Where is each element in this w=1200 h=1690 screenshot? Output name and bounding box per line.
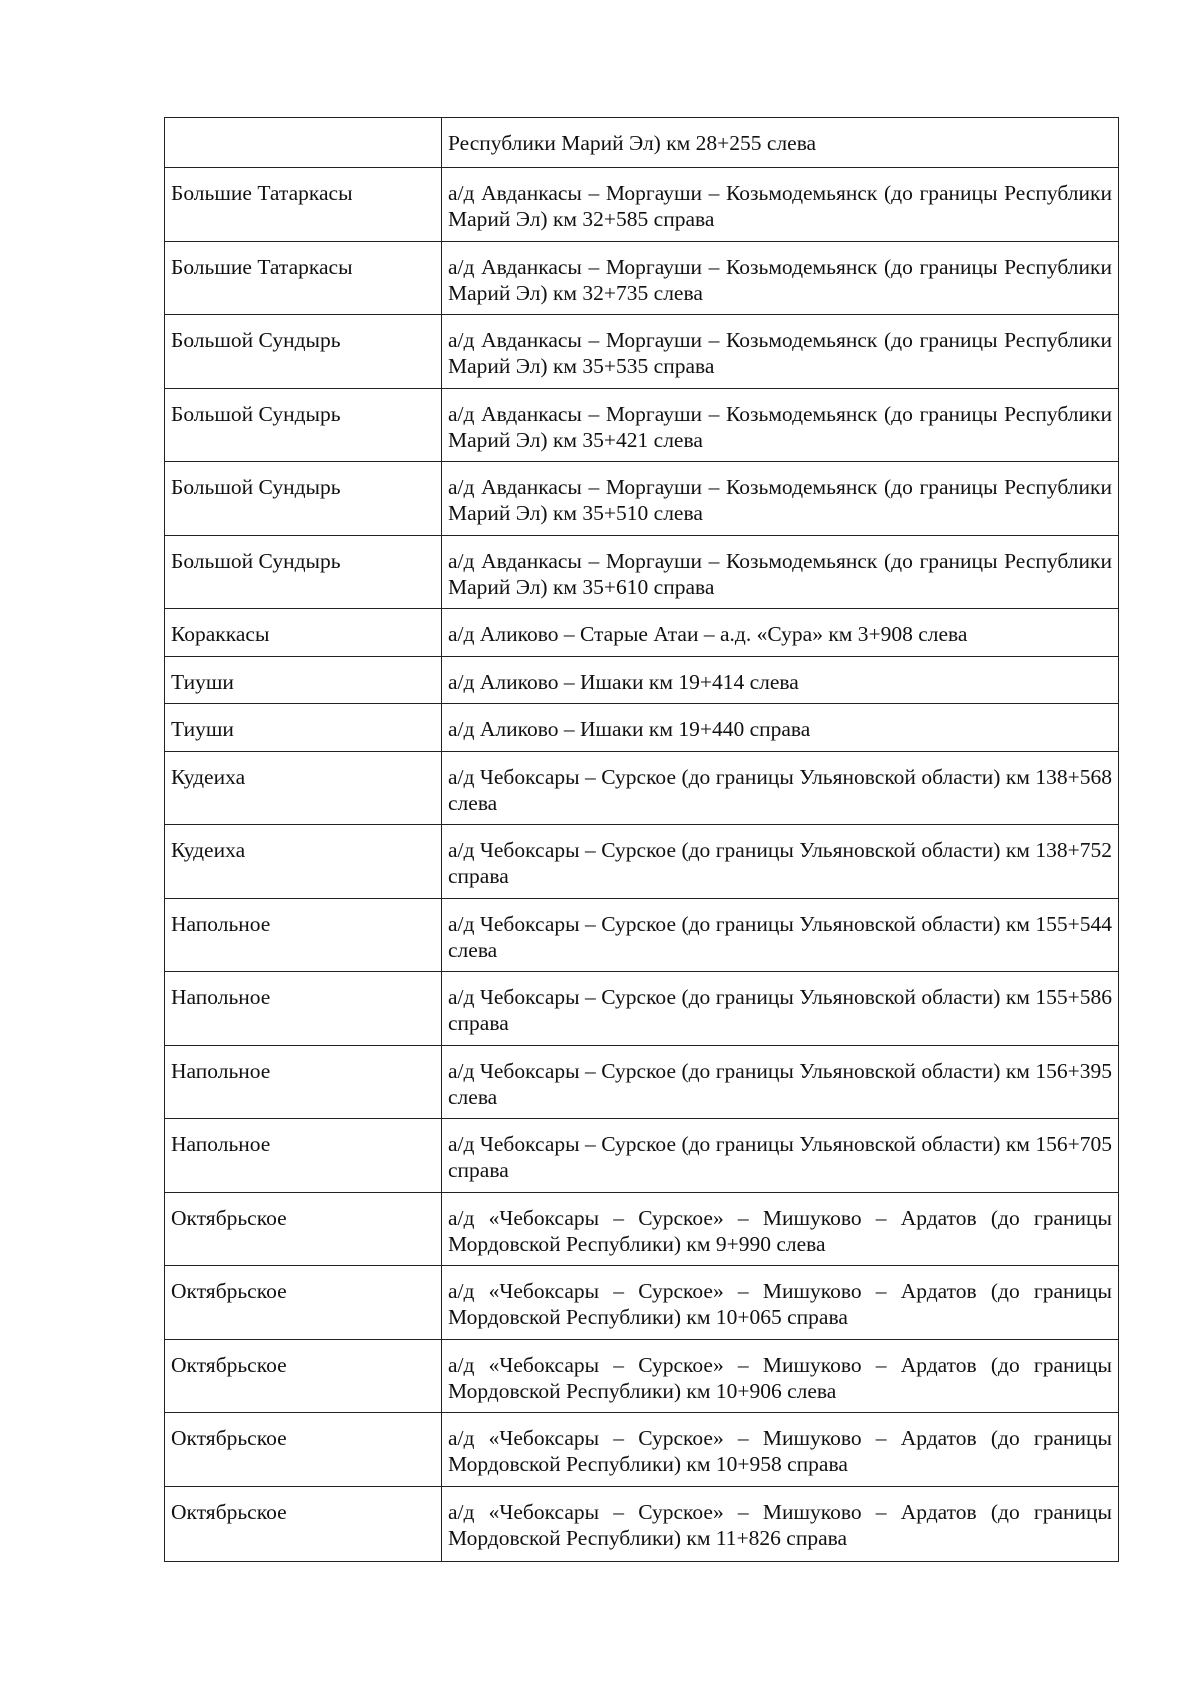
settlement-cell: Октябрьское [165,1486,442,1561]
settlement-cell: Большие Татаркасы [165,241,442,315]
table-row [165,704,1119,752]
table-row [165,315,1119,389]
table-row [165,825,1119,899]
settlement-cell [165,118,442,168]
settlement-cell: Большой Сундырь [165,535,442,609]
table-row [165,656,1119,704]
location-cell: а/д Авданкасы – Моргауши – Козьмодемьянск (до границы Республики Марий Эл) км 35+421 слева [442,388,1119,462]
table-row [165,118,1119,168]
location-cell: а/д Аликово – Старые Атаи – а.д. «Сура» км 3+908 слева [442,609,1119,657]
location-cell: а/д Авданкасы – Моргауши – Козьмодемьянск (до границы Республики Марий Эл) км 35+610 справа [442,535,1119,609]
settlement-cell: Тиуши [165,704,442,752]
location-cell: а/д Чебоксары – Сурское (до границы Ульяновской области) км 156+395 слева [442,1045,1119,1119]
settlement-cell: Кудеиха [165,825,442,899]
location-cell: а/д Чебоксары – Сурское (до границы Ульяновской области) км 138+752 справа [442,825,1119,899]
location-cell: а/д Авданкасы – Моргауши – Козьмодемьянск (до границы Республики Марий Эл) км 32+585 справа [442,168,1119,242]
settlement-cell: Октябрьское [165,1413,442,1487]
location-cell: а/д «Чебоксары – Сурское» – Мишуково – Ардатов (до границы Мордовской Республики) км 10+906 слева [442,1339,1119,1413]
table-row [165,1266,1119,1340]
table-row [165,1413,1119,1487]
settlement-cell: Большой Сундырь [165,315,442,389]
table-row [165,751,1119,825]
bus-stops-table [164,117,1119,1562]
location-cell: а/д Чебоксары – Сурское (до границы Ульяновской области) км 155+544 слева [442,898,1119,972]
table-row [165,972,1119,1046]
location-cell: Республики Марий Эл) км 28+255 слева [442,118,1119,168]
table-row [165,1119,1119,1193]
table-row [165,388,1119,462]
table-row [165,241,1119,315]
location-cell: а/д Авданкасы – Моргауши – Козьмодемьянск (до границы Республики Марий Эл) км 35+535 справа [442,315,1119,389]
settlement-cell: Напольное [165,1119,442,1193]
table-row [165,1486,1119,1561]
settlement-cell: Октябрьское [165,1339,442,1413]
location-cell: а/д Чебоксары – Сурское (до границы Ульяновской области) км 138+568 слева [442,751,1119,825]
location-cell: а/д Аликово – Ишаки км 19+440 справа [442,704,1119,752]
settlement-cell: Большие Татаркасы [165,168,442,242]
location-cell: а/д Авданкасы – Моргауши – Козьмодемьянск (до границы Республики Марий Эл) км 32+735 слева [442,241,1119,315]
location-cell: а/д «Чебоксары – Сурское» – Мишуково – Ардатов (до границы Мордовской Республики) км 10+065 справа [442,1266,1119,1340]
table-row [165,535,1119,609]
location-cell: а/д Чебоксары – Сурское (до границы Ульяновской области) км 156+705 справа [442,1119,1119,1193]
settlement-cell: Большой Сундырь [165,462,442,536]
settlement-cell: Тиуши [165,656,442,704]
settlement-cell: Большой Сундырь [165,388,442,462]
settlement-cell: Напольное [165,1045,442,1119]
settlement-cell: Напольное [165,898,442,972]
table-row [165,462,1119,536]
settlement-cell: Октябрьское [165,1266,442,1340]
settlement-cell: Напольное [165,972,442,1046]
location-cell: а/д «Чебоксары – Сурское» – Мишуково – Ардатов (до границы Мордовской Республики) км 11+826 справа [442,1486,1119,1561]
table-row [165,1045,1119,1119]
location-cell: а/д Авданкасы – Моргауши – Козьмодемьянск (до границы Республики Марий Эл) км 35+510 слева [442,462,1119,536]
table-row [165,1339,1119,1413]
table-row [165,168,1119,242]
table-row [165,609,1119,657]
table-row [165,1192,1119,1266]
table-row [165,898,1119,972]
settlement-cell: Октябрьское [165,1192,442,1266]
location-cell: а/д «Чебоксары – Сурское» – Мишуково – Ардатов (до границы Мордовской Республики) км 9+990 слева [442,1192,1119,1266]
settlement-cell: Кудеиха [165,751,442,825]
settlement-cell: Кораккасы [165,609,442,657]
location-cell: а/д «Чебоксары – Сурское» – Мишуково – Ардатов (до границы Мордовской Республики) км 10+958 справа [442,1413,1119,1487]
location-cell: а/д Чебоксары – Сурское (до границы Ульяновской области) км 155+586 справа [442,972,1119,1046]
location-cell: а/д Аликово – Ишаки км 19+414 слева [442,656,1119,704]
